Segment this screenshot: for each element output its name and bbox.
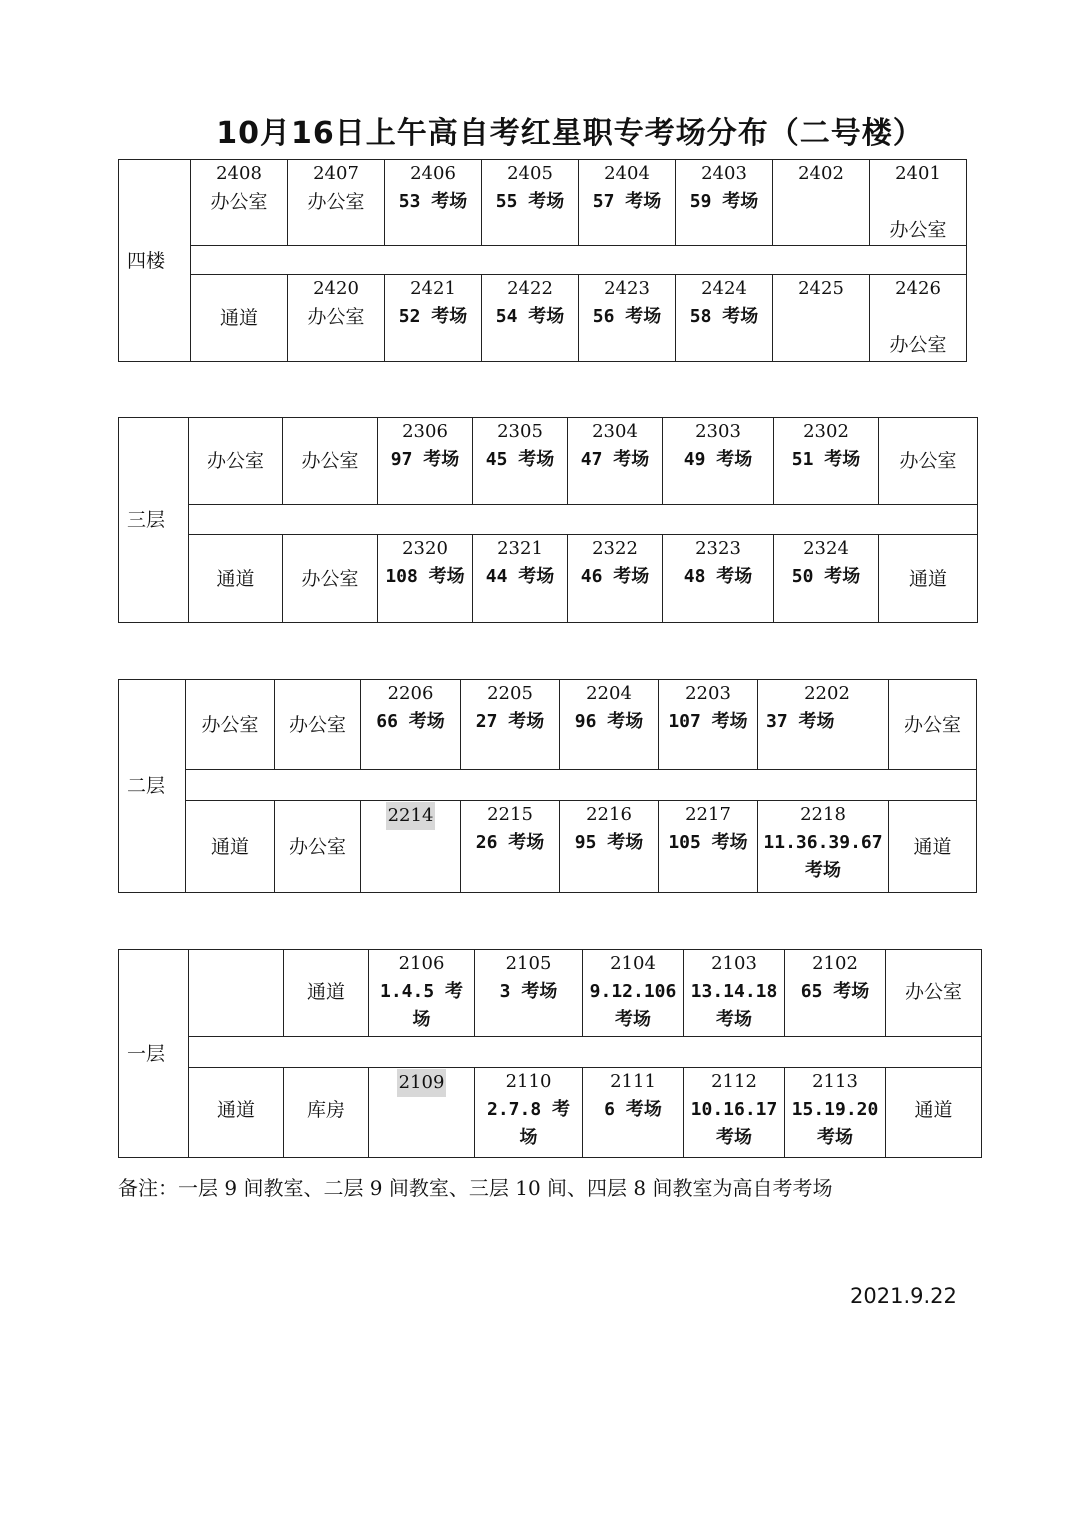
room-cell: 2424 58 考场 <box>676 275 773 362</box>
room-cell: 2217 105 考场 <box>659 801 758 893</box>
room-cell: 2425 <box>773 275 870 362</box>
room-cell: 2408 办公室 <box>191 160 288 246</box>
room-cell: 库房 <box>284 1068 369 1158</box>
room-cell: 2204 96 考场 <box>560 680 659 770</box>
room-cell: 办公室 <box>275 680 361 770</box>
room-cell: 通道 <box>189 1068 284 1158</box>
corridor <box>189 1037 982 1068</box>
room-cell: 办公室 <box>283 418 378 505</box>
page-title: 10月16日上午高自考红星职专考场分布（二号楼） <box>216 116 924 151</box>
room-cell: 2206 66 考场 <box>361 680 461 770</box>
room-cell: 办公室 <box>886 950 982 1037</box>
room-cell: 2205 27 考场 <box>461 680 560 770</box>
room-cell: 2218 11.36.39.67 考场 <box>758 801 889 893</box>
room-cell: 2422 54 考场 <box>482 275 579 362</box>
room-cell: 2203 107 考场 <box>659 680 758 770</box>
room-cell: 通道 <box>879 535 978 623</box>
room-cell: 2214 <box>361 801 461 893</box>
corridor <box>189 505 978 535</box>
floor-label: 三层 <box>119 418 189 623</box>
corridor <box>191 246 967 275</box>
room-cell: 办公室 <box>189 418 283 505</box>
room-cell: 办公室 <box>283 535 378 623</box>
floor-1-table <box>118 949 982 1158</box>
room-cell: 2420 办公室 <box>288 275 385 362</box>
room-cell: 2112 10.16.17 考场 <box>684 1068 785 1158</box>
room-cell: 2202 37 考场 <box>758 680 889 770</box>
room-cell: 2406 53 考场 <box>385 160 482 246</box>
room-cell: 2322 46 考场 <box>568 535 663 623</box>
room-cell: 2403 59 考场 <box>676 160 773 246</box>
floor-label: 二层 <box>119 680 186 893</box>
room-cell: 2321 44 考场 <box>473 535 568 623</box>
room-cell: 2402 <box>773 160 870 246</box>
room-cell: 2102 65 考场 <box>785 950 886 1037</box>
room-cell: 2304 47 考场 <box>568 418 663 505</box>
room-cell: 2110 2.7.8 考 场 <box>475 1068 583 1158</box>
corridor <box>186 770 977 801</box>
room-cell: 2113 15.19.20 考场 <box>785 1068 886 1158</box>
room-cell: 2324 50 考场 <box>774 535 879 623</box>
room-cell: 2216 95 考场 <box>560 801 659 893</box>
room-cell: 办公室 <box>186 680 275 770</box>
document-date: 2021.9.22 <box>850 1284 957 1308</box>
room-cell: 2305 45 考场 <box>473 418 568 505</box>
floor-3-table <box>118 417 978 623</box>
room-cell <box>189 950 284 1037</box>
room-cell: 2407 办公室 <box>288 160 385 246</box>
room-cell: 通道 <box>189 535 283 623</box>
floor-label: 四楼 <box>119 160 191 362</box>
room-cell: 2320 108 考场 <box>378 535 473 623</box>
footnote: 备注：一层 9 间教室、二层 9 间教室、三层 10 间、四层 8 间教室为高自考考场 <box>118 1176 833 1200</box>
room-cell: 2215 26 考场 <box>461 801 560 893</box>
room-cell: 办公室 <box>889 680 977 770</box>
room-cell: 通道 <box>889 801 977 893</box>
room-cell: 通道 <box>186 801 275 893</box>
room-cell: 2104 9.12.106 考场 <box>583 950 684 1037</box>
room-cell: 2401 办公室 <box>870 160 967 246</box>
floor-2-table <box>118 679 977 893</box>
room-cell: 2106 1.4.5 考 场 <box>369 950 475 1037</box>
room-cell: 2105 3 考场 <box>475 950 583 1037</box>
room-cell: 2306 97 考场 <box>378 418 473 505</box>
floor-label: 一层 <box>119 950 189 1158</box>
room-cell: 办公室 <box>275 801 361 893</box>
room-cell: 2423 56 考场 <box>579 275 676 362</box>
room-cell: 2421 52 考场 <box>385 275 482 362</box>
room-cell: 2103 13.14.18 考场 <box>684 950 785 1037</box>
room-cell: 通道 <box>284 950 369 1037</box>
room-cell: 2111 6 考场 <box>583 1068 684 1158</box>
room-cell: 办公室 <box>879 418 978 505</box>
room-cell: 2323 48 考场 <box>663 535 774 623</box>
room-cell: 通道 <box>191 275 288 362</box>
room-cell: 2404 57 考场 <box>579 160 676 246</box>
room-cell: 2426 办公室 <box>870 275 967 362</box>
floor-4-table <box>118 159 967 362</box>
room-cell: 2302 51 考场 <box>774 418 879 505</box>
room-cell: 2405 55 考场 <box>482 160 579 246</box>
room-cell: 2109 <box>369 1068 475 1158</box>
room-cell: 通道 <box>886 1068 982 1158</box>
room-cell: 2303 49 考场 <box>663 418 774 505</box>
